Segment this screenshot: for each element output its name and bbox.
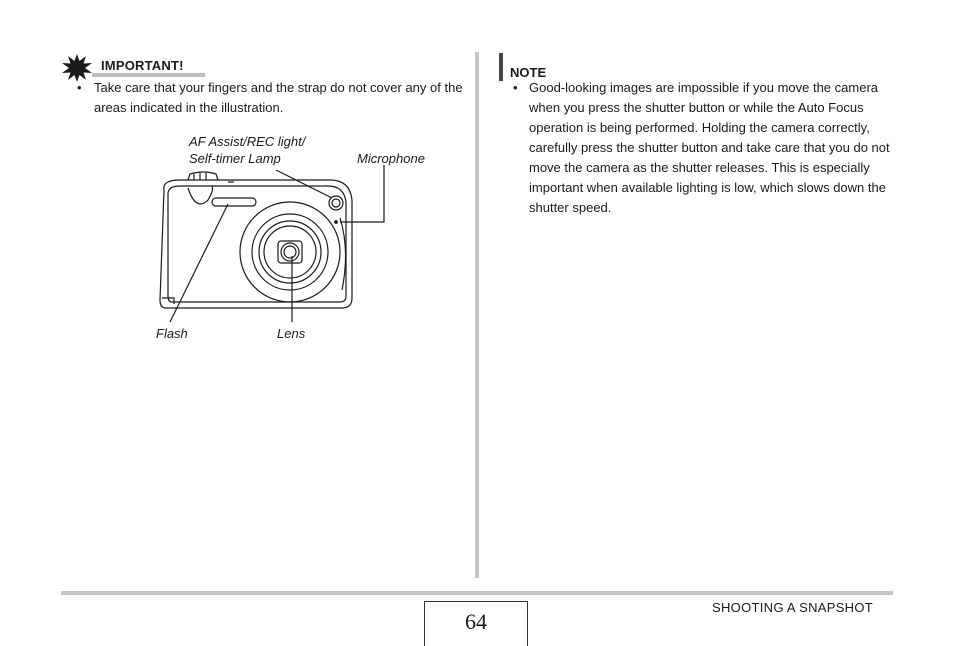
af-leader-line <box>276 170 332 198</box>
bullet-dot: • <box>77 80 82 95</box>
flash-window <box>212 198 256 206</box>
lens-label: Lens <box>277 326 306 341</box>
lens-outer-ring <box>240 202 340 302</box>
bullet-dot: • <box>513 80 518 95</box>
page-number: 64 <box>465 609 487 634</box>
column-divider <box>475 52 479 578</box>
flash-label: Flash <box>156 326 188 341</box>
af-assist-label <box>189 133 305 167</box>
note-heading: NOTE <box>510 65 547 80</box>
note-marker-bar <box>499 53 503 81</box>
microphone-hole <box>335 221 338 224</box>
microphone-label: Microphone <box>357 151 425 166</box>
af-assist-label-line1: AF Assist/REC light/ <box>189 134 306 149</box>
important-heading: IMPORTANT! <box>101 58 184 73</box>
lens-barrel <box>278 241 302 263</box>
section-title: SHOOTING A SNAPSHOT <box>712 600 874 615</box>
shutter-button <box>188 172 218 180</box>
important-underline <box>92 73 205 77</box>
footer-rule <box>61 591 893 595</box>
note-bullet-text: Good-looking images are impossible if you move the camera when you press the shutter button or while the Auto Focus operation is being performed. Holding the camera correctly, carefully press the shutter button and take care that you do not move the camera as the shutter releases. This is especially important when available lighting is low, which slows down the shutter speed. <box>529 80 890 215</box>
flash-leader-line <box>170 204 228 322</box>
important-bullet-text: Take care that your fingers and the strap do not cover any of the areas indicated in the illustration. <box>94 80 463 115</box>
af-assist-label-line2: Self-timer Lamp <box>189 151 281 166</box>
